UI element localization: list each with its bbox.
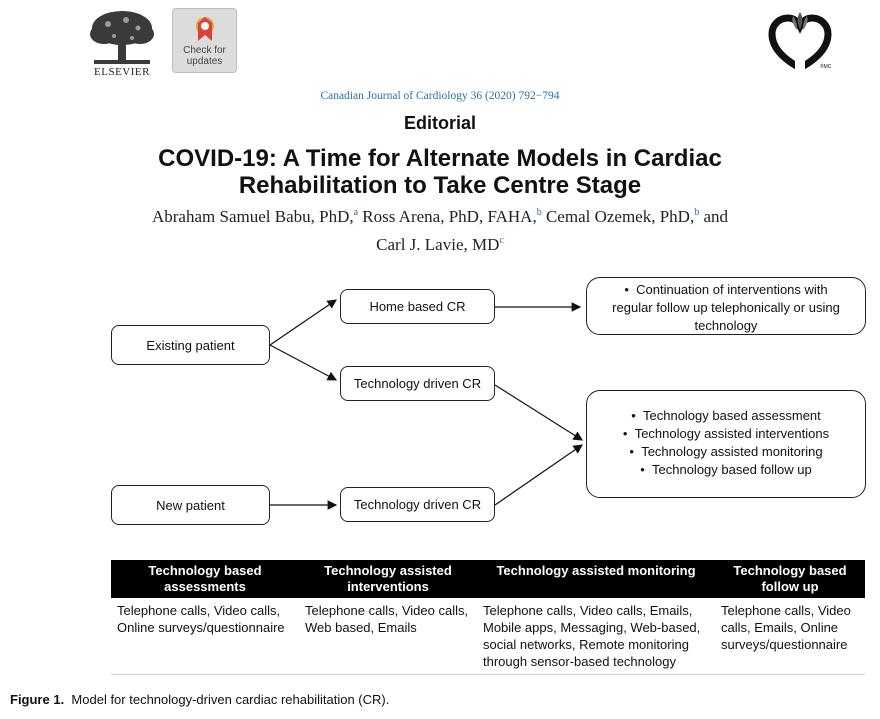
author-list-line1 <box>0 207 880 227</box>
bookmark-icon <box>194 15 216 43</box>
registered-mark: ®MC <box>820 64 832 70</box>
node-label: Technology driven CR <box>353 376 482 391</box>
table-header-cell: Technology assisted interventions <box>299 560 477 598</box>
article-type: Editorial <box>403 113 476 133</box>
author-affiliation-link[interactable]: c <box>499 235 504 246</box>
figure-label: Figure 1. <box>10 692 65 707</box>
article-title-line2: Rehabilitation to Take Centre Stage <box>238 172 642 199</box>
check-badge-line1: Check for <box>183 45 226 56</box>
arrow-tech2-to-outcome <box>495 445 582 505</box>
table-header-cell: Technology based assessments <box>111 560 299 598</box>
arrow-existing-to-home <box>270 300 336 345</box>
node-technology-driven-cr-2 <box>340 487 495 522</box>
check-for-updates-badge[interactable] <box>172 8 237 73</box>
publisher-name: ELSEVIER <box>94 66 150 78</box>
table-header-row <box>111 560 865 598</box>
figure-caption-text: Model for technology-driven cardiac rehabilitation (CR). <box>71 692 390 707</box>
table-cell: Telephone calls, Video calls, Web based, Emails <box>299 598 477 675</box>
author-list-line2 <box>0 235 880 255</box>
bullet-line: • Technology assisted monitoring <box>629 444 823 459</box>
node-new-patient <box>111 485 270 525</box>
table-header-cell: Technology assisted monitoring <box>477 560 715 598</box>
author-name: Abraham Samuel Babu, PhD, <box>151 207 354 226</box>
figure-caption <box>10 692 389 707</box>
ccs-heart-logo <box>768 10 832 72</box>
author-name: Ross Arena, PhD, FAHA, <box>362 207 537 226</box>
bullet-line: regular follow up telephonically or using <box>612 300 840 315</box>
bullet-line: • Continuation of interventions with <box>624 282 828 297</box>
article-title-line1: COVID-19: A Time for Alternate Models in Cardiac <box>158 145 722 172</box>
author-name: Carl J. Lavie, MD <box>376 235 500 254</box>
node-label: Home based CR <box>369 299 466 314</box>
journal-citation[interactable]: Canadian Journal of Cardiology 36 (2020) 792−794 <box>320 90 560 102</box>
table-cell: Telephone calls, Video calls, Online surveys/questionnaire <box>111 598 299 675</box>
node-label: Existing patient <box>146 337 235 353</box>
node-existing-patient <box>111 325 270 365</box>
arrow-tech1-to-outcome <box>495 385 582 440</box>
arrow-existing-to-tech <box>270 345 336 380</box>
table-cell: Telephone calls, Video calls, Emails, Online surveys/questionnaire <box>715 598 865 675</box>
node-label: New patient <box>156 497 225 513</box>
author-conjunction: and <box>703 207 729 226</box>
node-label: Technology driven CR <box>353 497 482 512</box>
table-header-cell: Technology based follow up <box>715 560 865 598</box>
table-cell: Telephone calls, Video calls, Emails, Mobile apps, Messaging, Web-based, social networks, Remote monitoring through sensor-based technology <box>477 598 715 675</box>
bullet-line: • Technology based assessment <box>631 408 821 423</box>
bullet-line: technology <box>694 318 758 333</box>
node-technology-outcomes <box>586 390 866 498</box>
table-row <box>111 598 865 675</box>
node-technology-driven-cr-1 <box>340 366 495 401</box>
author-affiliation-link[interactable]: b <box>694 207 700 218</box>
author-affiliation-link[interactable]: b <box>536 207 542 218</box>
node-home-outcome <box>586 277 866 335</box>
author-name: Cemal Ozemek, PhD, <box>545 207 695 226</box>
author-affiliation-link[interactable]: a <box>353 207 359 218</box>
node-home-based-cr <box>340 289 495 324</box>
check-badge-line2: updates <box>186 56 223 67</box>
bullet-line: • Technology based follow up <box>640 462 812 477</box>
check-for-updates-label <box>173 45 236 67</box>
technology-table <box>111 560 865 675</box>
bullet-line: • Technology assisted interventions <box>622 426 830 441</box>
